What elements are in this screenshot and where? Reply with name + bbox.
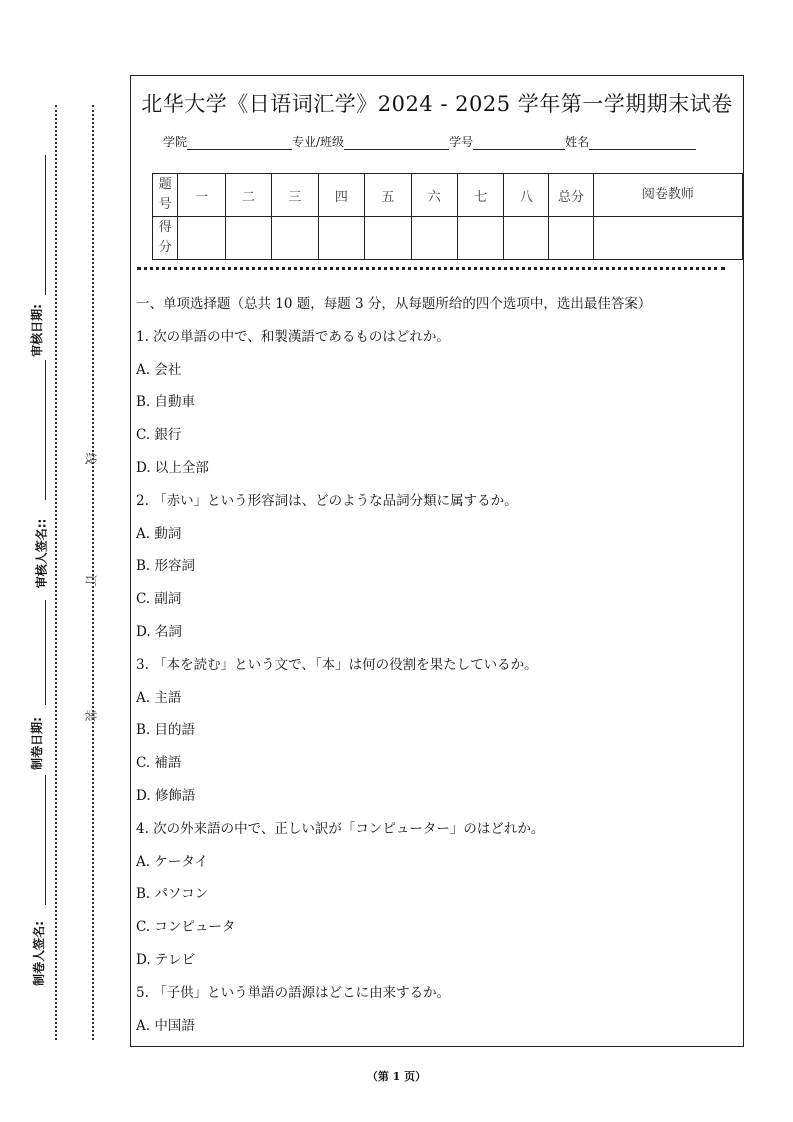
col-header: 二 <box>225 174 271 217</box>
answer-option[interactable]: C. 銀行 <box>136 427 182 444</box>
binding-mark-order: 订 <box>83 574 98 587</box>
answer-option[interactable]: C. 副詞 <box>136 591 182 608</box>
signature-line <box>45 775 46 905</box>
major-class-field[interactable] <box>344 137 449 150</box>
answer-option[interactable]: D. 以上全部 <box>136 459 209 476</box>
col-header: 总分 <box>549 174 594 217</box>
student-id-label: 学号 <box>449 135 474 149</box>
name-field[interactable] <box>589 137 696 150</box>
question-number-header: 题号 <box>153 174 178 217</box>
score-cell[interactable] <box>225 217 271 260</box>
score-cell[interactable] <box>458 217 504 260</box>
score-cell[interactable] <box>365 217 411 260</box>
answer-option[interactable]: C. コンピュータ <box>136 919 236 936</box>
question-body <box>136 288 743 1042</box>
question-stem: 2. 「赤い」という形容詞は、どのような品詞分類に属するか。 <box>136 492 518 509</box>
review-date-label: 审核日期: <box>29 304 44 357</box>
binding-dotted-line-outer <box>55 105 57 1040</box>
signature-line <box>45 600 46 705</box>
exam-frame <box>130 75 744 1047</box>
binding-dotted-line-inner <box>92 105 94 1040</box>
col-header: 一 <box>178 174 225 217</box>
question-stem: 4. 次の外来語の中で、正しい訳が「コンピューター」のはどれか。 <box>136 820 545 837</box>
col-header: 阅卷教师 <box>593 174 742 217</box>
col-header: 八 <box>504 174 549 217</box>
score-cell[interactable] <box>272 217 318 260</box>
page-title: 北华大学《日语词汇学》2024 - 2025 学年第一学期期末试卷 <box>141 92 733 116</box>
answer-option[interactable]: A. ケータイ <box>136 853 209 870</box>
section-header: 一、单项选择题（总共 10 题，每题 3 分，从每题所给的四个选项中，选出最佳答案） <box>136 296 652 312</box>
signature-line <box>45 155 46 295</box>
reviewer-signature-label: 审核人签名:: <box>34 518 49 589</box>
prep-date-label: 制卷日期: <box>29 717 44 770</box>
answer-option[interactable]: D. テレビ <box>136 951 196 968</box>
answer-option[interactable]: C. 補語 <box>136 755 182 772</box>
college-label: 学院 <box>163 135 188 149</box>
answer-option[interactable]: D. 修飾語 <box>136 787 196 804</box>
col-header: 五 <box>365 174 411 217</box>
question-stem: 3. 「本を読む」という文で、「本」は何の役割を果たしているか。 <box>136 656 538 673</box>
answer-option[interactable]: D. 名詞 <box>136 623 182 640</box>
major-class-label: 专业/班级 <box>292 135 345 149</box>
binding-mark-bind: 装 <box>83 709 98 722</box>
answer-option[interactable]: A. 会社 <box>136 361 182 378</box>
binding-mark-line: 线 <box>83 452 98 465</box>
answer-option[interactable]: B. パソコン <box>136 886 209 903</box>
score-table <box>152 173 743 260</box>
col-header: 六 <box>411 174 457 217</box>
score-cell[interactable] <box>593 217 742 260</box>
student-id-field[interactable] <box>473 137 565 150</box>
signature-line <box>45 360 46 500</box>
score-cell[interactable] <box>178 217 225 260</box>
answer-option[interactable]: A. 主語 <box>136 689 182 706</box>
score-cell[interactable] <box>411 217 457 260</box>
answer-option[interactable]: B. 形容詞 <box>136 558 196 575</box>
college-field[interactable] <box>187 137 292 150</box>
score-cell[interactable] <box>318 217 364 260</box>
col-header: 四 <box>318 174 364 217</box>
score-row-header: 得分 <box>153 217 178 260</box>
name-label: 姓名 <box>565 135 590 149</box>
question-stem: 1. 次の単語の中で、和製漢語であるものはどれか。 <box>136 328 450 345</box>
answer-option[interactable]: A. 動詞 <box>136 525 182 542</box>
answer-option[interactable]: B. 自動車 <box>136 394 196 411</box>
answer-option[interactable]: B. 目的語 <box>136 722 196 739</box>
question-stem: 5. 「子供」という単語の語源はどこに由来するか。 <box>136 984 451 1001</box>
student-info <box>163 133 696 150</box>
score-cell[interactable] <box>504 217 549 260</box>
col-header: 三 <box>272 174 318 217</box>
preparer-signature-label: 制卷人签名: <box>31 921 46 986</box>
score-cell[interactable] <box>549 217 594 260</box>
dotted-separator <box>137 267 725 270</box>
page-number: （第 1 页） <box>366 1070 427 1083</box>
answer-option[interactable]: A. 中国語 <box>136 1017 195 1034</box>
col-header: 七 <box>458 174 504 217</box>
